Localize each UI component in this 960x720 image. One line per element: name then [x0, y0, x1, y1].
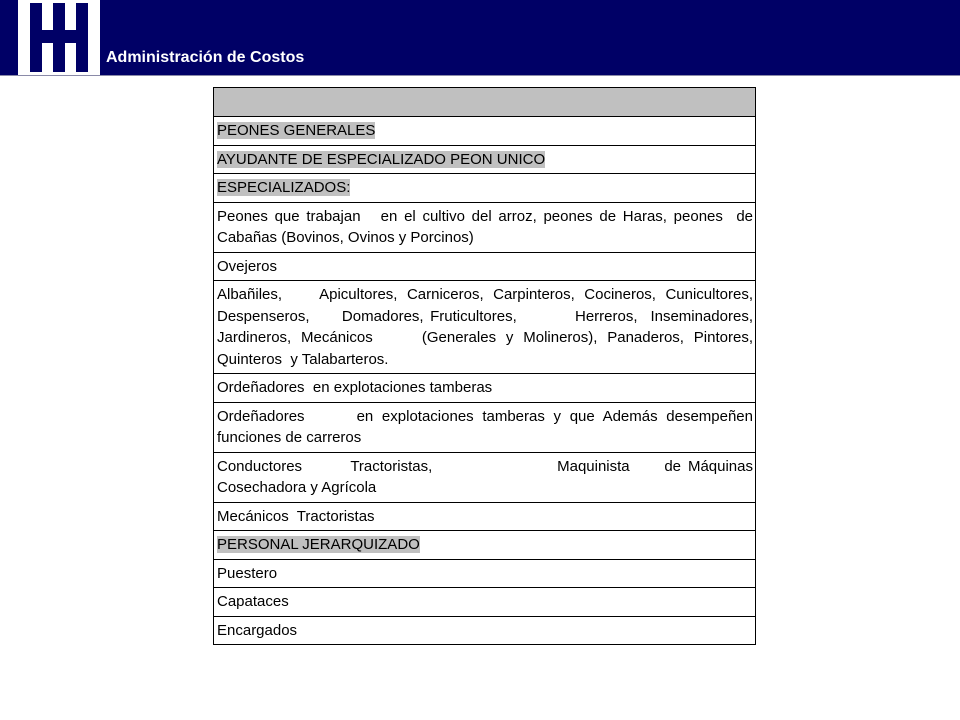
header-title: Administración de Costos — [106, 49, 305, 66]
table-row — [214, 531, 755, 560]
table-row: Peones que trabajan en el cultivo del arroz, peones de Haras, peones de Cabañas (Bovinos, Ovinos y Porcinos) — [214, 203, 755, 253]
categories-table — [213, 87, 833, 645]
utn-logo-icon — [18, 0, 100, 75]
header-bar — [0, 0, 960, 75]
table-header-row — [214, 88, 755, 117]
header-divider — [0, 75, 960, 76]
table-row — [214, 146, 755, 175]
table-row: Capataces — [214, 588, 755, 617]
table-row: Conductores Tractoristas, Maquinista de Máquinas Cosechadora y Agrícola — [214, 453, 755, 503]
table-row: Puestero — [214, 560, 755, 589]
table-row: Ordeñadores en explotaciones tamberas y que Además desempeñen funciones de carreros — [214, 403, 755, 453]
table-row: Albañiles, Apicultores, Carniceros, Carpinteros, Cocineros, Cunicultores, Despenseros, Domadores, Fruticultores, Herreros, Inseminadores, Jardineros, Mecánicos (Generales y Molineros), Panaderos, Pintores, Quinteros y Talabarteros. — [214, 281, 755, 374]
row-label: AYUDANTE DE ESPECIALIZADO PEON UNICO — [217, 150, 546, 168]
table-row: Ordeñadores en explotaciones tamberas — [214, 374, 755, 403]
table-row — [214, 174, 755, 203]
table-row: Mecánicos Tractoristas — [214, 503, 755, 532]
row-label: PERSONAL JERARQUIZADO — [217, 536, 420, 553]
table-row: Encargados — [214, 617, 755, 646]
table-row: Ovejeros — [214, 253, 755, 282]
row-label: PEONES GENERALES — [217, 122, 376, 139]
row-label: ESPECIALIZADOS: — [217, 179, 351, 196]
table-row — [214, 117, 755, 146]
